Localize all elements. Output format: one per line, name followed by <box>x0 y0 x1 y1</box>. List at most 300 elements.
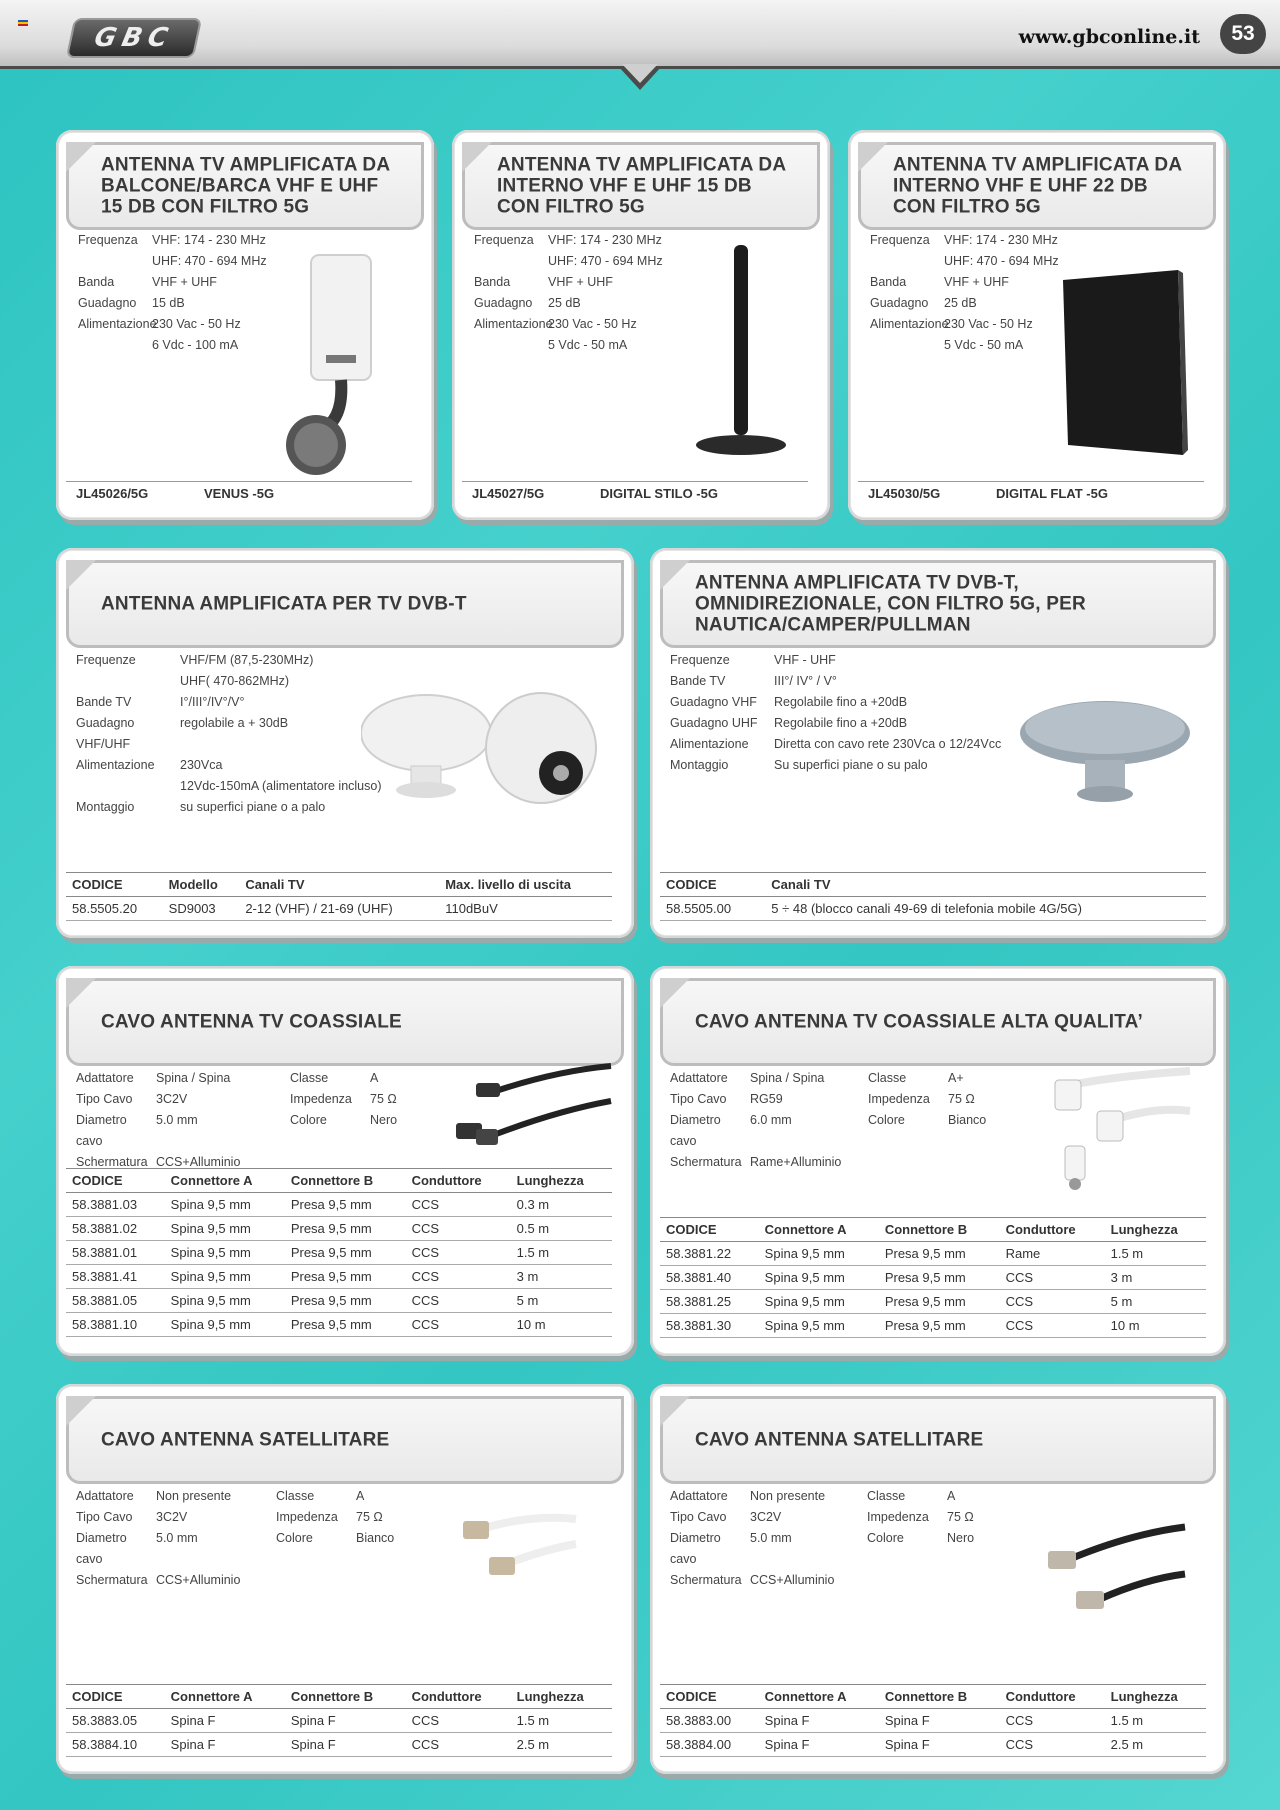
spec-list <box>76 650 382 818</box>
spec-list <box>670 1486 834 1591</box>
product-model: DIGITAL STILO -5G <box>600 486 718 501</box>
spec-list <box>76 1068 240 1173</box>
spec-value: UHF: 470 - 694 MHz <box>944 254 1059 268</box>
spec-row <box>670 1486 834 1507</box>
table-cell: Spina F <box>759 1733 879 1757</box>
spec-label: Impedenza <box>867 1510 929 1524</box>
spec-row <box>670 1068 841 1089</box>
spec-label: Impedenza <box>276 1510 338 1524</box>
table-cell: Spina 9,5 mm <box>759 1290 879 1314</box>
product-title: CAVO ANTENNA TV COASSIALE ALTA QUALITA’ <box>695 1011 1143 1033</box>
product-footer <box>858 481 1204 506</box>
table-row <box>660 1290 1206 1314</box>
table-cell: Spina F <box>165 1733 285 1757</box>
spec-label: Impedenza <box>868 1092 930 1106</box>
table-cell: 2.5 m <box>511 1733 612 1757</box>
table-header-row <box>66 1685 612 1709</box>
spec-value: A <box>370 1071 379 1085</box>
product-title: ANTENNA AMPLIFICATA PER TV DVB-T <box>101 593 467 615</box>
spec-row <box>870 272 1059 293</box>
spec-row <box>76 1110 240 1152</box>
column-header: Modello <box>163 873 240 897</box>
spec-value: CCS+Alluminio <box>750 1573 835 1587</box>
table-cell: 58.3881.22 <box>660 1242 759 1266</box>
product-card-p4 <box>56 548 634 938</box>
spec-row <box>76 650 382 671</box>
spec-row <box>276 1528 394 1549</box>
table-cell: Spina 9,5 mm <box>165 1289 285 1313</box>
spec-label: Diametro cavo <box>76 1113 127 1148</box>
spec-label: Tipo Cavo <box>670 1510 727 1524</box>
product-code: JL45027/5G <box>472 486 545 501</box>
column-header: Lunghezza <box>1105 1218 1206 1242</box>
spec-label <box>76 671 180 692</box>
table-cell: CCS <box>406 1217 511 1241</box>
table-row <box>66 1289 612 1313</box>
product-title: CAVO ANTENNA SATELLITARE <box>695 1429 984 1451</box>
spec-row <box>867 1486 974 1507</box>
table-cell: 58.3881.41 <box>66 1265 165 1289</box>
spec-label: Diametro cavo <box>670 1113 721 1148</box>
column-header: Max. livello di uscita <box>439 873 612 897</box>
spec-list-right <box>290 1068 397 1131</box>
table-header-row <box>660 1218 1206 1242</box>
spec-row <box>870 230 1059 251</box>
product-footer <box>66 481 412 506</box>
spec-list-right <box>868 1068 986 1131</box>
product-title: CAVO ANTENNA TV COASSIALE <box>101 1011 402 1033</box>
column-header: CODICE <box>660 873 765 897</box>
spec-value: 5 Vdc - 50 mA <box>548 338 628 352</box>
column-header: Canali TV <box>239 873 439 897</box>
column-header: CODICE <box>660 1685 759 1709</box>
spec-value: Regolabile fino a +20dB <box>774 695 908 709</box>
column-header: Conduttore <box>406 1685 511 1709</box>
gbc-logo: GBC <box>66 18 203 58</box>
table-cell: 58.5505.00 <box>660 897 765 921</box>
column-header: Lunghezza <box>1105 1685 1206 1709</box>
table-cell: Presa 9,5 mm <box>285 1217 406 1241</box>
spec-row <box>76 692 382 713</box>
column-header: CODICE <box>66 1685 165 1709</box>
spec-value: A+ <box>948 1071 964 1085</box>
balcony-antenna-image <box>266 245 416 485</box>
spec-value: 5.0 mm <box>750 1531 792 1545</box>
spec-value: CCS+Alluminio <box>156 1155 241 1169</box>
table-cell: 58.3881.25 <box>660 1290 759 1314</box>
spec-value: 5.0 mm <box>156 1113 198 1127</box>
table-cell: CCS <box>406 1733 511 1757</box>
spec-list <box>78 230 267 356</box>
white-sat-cable-image <box>451 1509 581 1589</box>
table-cell: 1.5 m <box>1105 1709 1206 1733</box>
spec-label: Guadagno <box>474 296 533 310</box>
product-card-p5 <box>650 548 1226 938</box>
product-code: JL45030/5G <box>868 486 941 501</box>
spec-row <box>290 1089 397 1110</box>
spec-row <box>868 1089 986 1110</box>
spec-row <box>78 230 267 251</box>
spec-value: A <box>947 1489 956 1503</box>
spec-label: Frequenze <box>670 653 730 667</box>
spec-label: Impedenza <box>290 1092 352 1106</box>
spec-value: Nero <box>370 1113 398 1127</box>
table-cell: Spina 9,5 mm <box>759 1314 879 1338</box>
spec-value: VHF + UHF <box>944 275 1009 289</box>
table-cell: 5 m <box>511 1289 612 1313</box>
spec-row <box>670 1110 841 1152</box>
spec-row <box>474 314 663 335</box>
table-row <box>66 1733 612 1757</box>
spec-value: VHF + UHF <box>152 275 217 289</box>
spec-value: 3C2V <box>750 1510 782 1524</box>
table-cell: Spina 9,5 mm <box>165 1241 285 1265</box>
table-cell: Spina F <box>879 1709 1000 1733</box>
table-cell: Presa 9,5 mm <box>879 1314 1000 1338</box>
spec-value: RG59 <box>750 1092 783 1106</box>
product-title: CAVO ANTENNA SATELLITARE <box>101 1429 390 1451</box>
table-cell: 58.3884.00 <box>660 1733 759 1757</box>
product-card-p9 <box>650 1384 1226 1774</box>
spec-value: 75 Ω <box>948 1092 975 1106</box>
spec-row <box>276 1486 394 1507</box>
table-cell: 58.3881.03 <box>66 1193 165 1217</box>
column-header: CODICE <box>66 873 163 897</box>
spec-list <box>76 1486 240 1591</box>
spec-value: 230 Vac - 50 Hz <box>548 317 637 331</box>
table-row <box>660 1709 1206 1733</box>
spec-row <box>474 272 663 293</box>
table-cell: 1.5 m <box>511 1709 612 1733</box>
table-row <box>66 1265 612 1289</box>
table-cell: Spina F <box>285 1733 406 1757</box>
product-model: DIGITAL FLAT -5G <box>996 486 1108 501</box>
white-coax-cable-image <box>1035 1066 1195 1196</box>
table-cell: CCS <box>406 1193 511 1217</box>
spec-row <box>670 713 1001 734</box>
spec-row <box>78 251 267 272</box>
spec-row <box>670 1528 834 1570</box>
spec-label <box>76 776 180 797</box>
table-cell: Presa 9,5 mm <box>285 1241 406 1265</box>
spec-label: Colore <box>276 1531 313 1545</box>
column-header: CODICE <box>660 1218 759 1242</box>
spec-label: Adattatore <box>76 1071 134 1085</box>
column-header: Connettore B <box>879 1218 1000 1242</box>
table-cell: 58.3881.02 <box>66 1217 165 1241</box>
spec-value: Spina / Spina <box>156 1071 231 1085</box>
table-cell: 5 m <box>1105 1290 1206 1314</box>
product-table <box>660 1217 1206 1338</box>
stilo-antenna-image <box>672 245 812 485</box>
table-header-row <box>660 1685 1206 1709</box>
table-cell: 0.5 m <box>511 1217 612 1241</box>
table-cell: Presa 9,5 mm <box>285 1265 406 1289</box>
spec-row <box>474 251 663 272</box>
spec-row <box>670 734 1001 755</box>
product-title: ANTENNA TV AMPLIFICATA DA INTERNO VHF E UHF 15 DB CON FILTRO 5G <box>497 154 786 218</box>
spec-label: Guadagno VHF <box>670 695 757 709</box>
spec-value: III°/ IV° / V° <box>774 674 837 688</box>
spec-value: 6 Vdc - 100 mA <box>152 338 239 352</box>
spec-row <box>78 293 267 314</box>
spec-label: Classe <box>276 1489 315 1503</box>
page-number: 53 <box>1220 14 1266 54</box>
table-cell: Presa 9,5 mm <box>285 1313 406 1337</box>
column-header: Connettore A <box>759 1685 879 1709</box>
product-card-p7 <box>650 966 1226 1356</box>
spec-label: Bande TV <box>76 695 132 709</box>
table-cell: 5 ÷ 48 (blocco canali 49-69 di telefonia mobile 4G/5G) <box>765 897 1206 921</box>
table-cell: 58.3883.00 <box>660 1709 759 1733</box>
table-cell: Presa 9,5 mm <box>879 1290 1000 1314</box>
spec-value: 75 Ω <box>370 1092 397 1106</box>
site-url[interactable]: www.gbconline.it <box>1018 26 1200 48</box>
spec-value: Non presente <box>156 1489 232 1503</box>
spec-list <box>670 1068 841 1173</box>
table-row <box>660 1314 1206 1338</box>
spec-label <box>78 251 152 272</box>
spec-value: regolabile a + 30dB <box>180 716 289 730</box>
spec-row <box>670 692 1001 713</box>
spec-value: VHF: 174 - 230 MHz <box>152 233 266 247</box>
product-card-p3 <box>848 130 1226 520</box>
black-coax-cable-image <box>436 1061 616 1161</box>
table-cell: Spina 9,5 mm <box>165 1217 285 1241</box>
spec-label: Guadagno <box>870 296 929 310</box>
table-cell: 10 m <box>1105 1314 1206 1338</box>
spec-row <box>474 293 663 314</box>
spec-row <box>868 1110 986 1131</box>
spec-row <box>474 335 663 356</box>
spec-row <box>78 314 267 335</box>
spec-label: Montaggio <box>670 758 729 772</box>
table-cell: CCS <box>1000 1266 1105 1290</box>
spec-value: 3C2V <box>156 1092 188 1106</box>
spec-value: Bianco <box>356 1531 395 1545</box>
spec-value: 25 dB <box>548 296 581 310</box>
spec-row <box>670 755 1001 776</box>
product-table <box>66 1684 612 1757</box>
table-cell: CCS <box>406 1313 511 1337</box>
spec-value: Diretta con cavo rete 230Vca o 12/24Vcc <box>774 737 1002 751</box>
product-model: VENUS -5G <box>204 486 275 501</box>
spec-label: Frequenza <box>870 233 930 247</box>
spec-value: Regolabile fino a +20dB <box>774 716 908 730</box>
spec-value: Rame+Alluminio <box>750 1155 842 1169</box>
table-cell: 10 m <box>511 1313 612 1337</box>
table-row <box>66 1217 612 1241</box>
spec-list-right <box>276 1486 394 1549</box>
spec-label: Alimentazione <box>870 317 949 331</box>
spec-value: Nero <box>947 1531 975 1545</box>
table-row <box>660 1733 1206 1757</box>
table-cell: Spina 9,5 mm <box>759 1266 879 1290</box>
column-header: Conduttore <box>1000 1685 1105 1709</box>
table-row <box>660 1266 1206 1290</box>
spec-label: Guadagno VHF/UHF <box>76 716 135 751</box>
table-header-row <box>66 1169 612 1193</box>
product-title: ANTENNA TV AMPLIFICATA DA INTERNO VHF E UHF 22 DB CON FILTRO 5G <box>893 154 1182 218</box>
spec-label: Tipo Cavo <box>76 1092 133 1106</box>
column-header: Connettore B <box>879 1685 1000 1709</box>
table-cell: 3 m <box>511 1265 612 1289</box>
spec-list <box>870 230 1059 356</box>
spec-label: Banda <box>870 275 907 289</box>
flat-antenna-image <box>1053 265 1193 465</box>
table-cell: 2-12 (VHF) / 21-69 (UHF) <box>239 897 439 921</box>
spec-row <box>870 314 1059 335</box>
spec-label: Montaggio <box>76 800 135 814</box>
table-header-row <box>660 873 1206 897</box>
spec-label <box>78 335 152 356</box>
spec-label: Alimentazione <box>78 317 157 331</box>
spec-row <box>670 671 1001 692</box>
spec-list-right <box>867 1486 974 1549</box>
column-header: Canali TV <box>765 873 1206 897</box>
spec-value: 12Vdc-150mA (alimentatore incluso) <box>180 779 382 793</box>
product-card-p6 <box>56 966 634 1356</box>
product-table <box>66 872 612 921</box>
spec-label: Adattatore <box>670 1071 728 1085</box>
spec-value: I°/III°/IV°/V° <box>180 695 245 709</box>
column-header: CODICE <box>66 1169 165 1193</box>
product-code: JL45026/5G <box>76 486 149 501</box>
table-cell: Spina F <box>879 1733 1000 1757</box>
spec-label: Schermatura <box>670 1155 742 1169</box>
spec-row <box>76 671 382 692</box>
product-card-p8 <box>56 1384 634 1774</box>
spec-label: Colore <box>868 1113 905 1127</box>
table-cell: CCS <box>406 1241 511 1265</box>
spec-label <box>870 251 944 272</box>
spec-label: Schermatura <box>76 1573 148 1587</box>
spec-label: Tipo Cavo <box>76 1510 133 1524</box>
spec-row <box>76 755 382 776</box>
table-cell: 0.3 m <box>511 1193 612 1217</box>
table-cell: 58.3881.40 <box>660 1266 759 1290</box>
spec-value: 3C2V <box>156 1510 188 1524</box>
spec-row <box>76 713 382 755</box>
spec-row <box>474 230 663 251</box>
spec-value: su superfici piane o a palo <box>180 800 326 814</box>
spec-row <box>670 1507 834 1528</box>
product-table <box>660 1684 1206 1757</box>
product-card-p2 <box>452 130 830 520</box>
table-cell: 58.3881.01 <box>66 1241 165 1265</box>
product-title: ANTENNA TV AMPLIFICATA DA BALCONE/BARCA VHF E UHF 15 DB CON FILTRO 5G <box>101 154 390 218</box>
spec-value: 15 dB <box>152 296 185 310</box>
spec-value: Spina / Spina <box>750 1071 825 1085</box>
spec-value: 230 Vac - 50 Hz <box>152 317 241 331</box>
table-cell: 58.3881.30 <box>660 1314 759 1338</box>
dome-antenna-image <box>361 688 611 818</box>
product-card-p1 <box>56 130 434 520</box>
table-cell: CCS <box>1000 1709 1105 1733</box>
column-header: Connettore A <box>759 1218 879 1242</box>
black-sat-cable-image <box>1030 1519 1190 1629</box>
spec-row <box>76 1570 240 1591</box>
spec-value: Bianco <box>948 1113 987 1127</box>
spec-row <box>867 1528 974 1549</box>
spec-label: Classe <box>867 1489 906 1503</box>
table-cell: Spina F <box>759 1709 879 1733</box>
spec-value: 75 Ω <box>356 1510 383 1524</box>
spec-value: UHF: 470 - 694 MHz <box>548 254 663 268</box>
table-row <box>660 897 1206 921</box>
table-header-row <box>66 873 612 897</box>
spec-value: Su superfici piane o su palo <box>774 758 928 772</box>
column-header: Conduttore <box>406 1169 511 1193</box>
spec-label: Guadagno <box>78 296 137 310</box>
spec-label: Alimentazione <box>670 737 749 751</box>
table-cell: SD9003 <box>163 897 240 921</box>
table-cell: Spina 9,5 mm <box>165 1313 285 1337</box>
spec-label: Banda <box>474 275 511 289</box>
page-header <box>0 0 1280 69</box>
table-cell: Presa 9,5 mm <box>285 1193 406 1217</box>
spec-row <box>76 1507 240 1528</box>
spec-row <box>867 1507 974 1528</box>
spec-value: UHF( 470-862MHz) <box>180 674 290 688</box>
column-header: Conduttore <box>1000 1218 1105 1242</box>
table-cell: 3 m <box>1105 1266 1206 1290</box>
spec-label: Alimentazione <box>76 758 155 772</box>
spec-row <box>870 293 1059 314</box>
column-header: Connettore B <box>285 1685 406 1709</box>
spec-row <box>76 1486 240 1507</box>
table-cell: 58.3881.10 <box>66 1313 165 1337</box>
spec-value: 25 dB <box>944 296 977 310</box>
spec-value: VHF: 174 - 230 MHz <box>944 233 1058 247</box>
spec-value: 5 Vdc - 50 mA <box>944 338 1024 352</box>
spec-row <box>670 1089 841 1110</box>
spec-label: Guadagno UHF <box>670 716 758 730</box>
spec-label: Colore <box>290 1113 327 1127</box>
spec-label: Adattatore <box>670 1489 728 1503</box>
table-cell: CCS <box>406 1289 511 1313</box>
spec-value: VHF/FM (87,5-230MHz) <box>180 653 314 667</box>
spec-value: A <box>356 1489 365 1503</box>
table-cell: 58.3881.05 <box>66 1289 165 1313</box>
spec-label: Banda <box>78 275 115 289</box>
spec-row <box>670 650 1001 671</box>
spec-value: 75 Ω <box>947 1510 974 1524</box>
spec-label <box>474 335 548 356</box>
spec-label: Bande TV <box>670 674 726 688</box>
spec-row <box>76 797 382 818</box>
table-cell: Spina 9,5 mm <box>165 1265 285 1289</box>
spec-row <box>76 776 382 797</box>
spec-row <box>870 251 1059 272</box>
table-cell: Spina 9,5 mm <box>759 1242 879 1266</box>
spec-label: Diametro cavo <box>670 1531 721 1566</box>
table-cell: Spina 9,5 mm <box>165 1193 285 1217</box>
column-header: Lunghezza <box>511 1685 612 1709</box>
spec-value: Non presente <box>750 1489 826 1503</box>
table-cell: 58.3884.10 <box>66 1733 165 1757</box>
spec-label: Colore <box>867 1531 904 1545</box>
spec-label: Alimentazione <box>474 317 553 331</box>
table-cell: Presa 9,5 mm <box>879 1266 1000 1290</box>
table-cell: 1.5 m <box>1105 1242 1206 1266</box>
spec-label: Classe <box>868 1071 907 1085</box>
spec-label: Frequenze <box>76 653 136 667</box>
spec-value: 230Vca <box>180 758 223 772</box>
table-cell: Presa 9,5 mm <box>879 1242 1000 1266</box>
spec-value: VHF + UHF <box>548 275 613 289</box>
spec-row <box>76 1068 240 1089</box>
